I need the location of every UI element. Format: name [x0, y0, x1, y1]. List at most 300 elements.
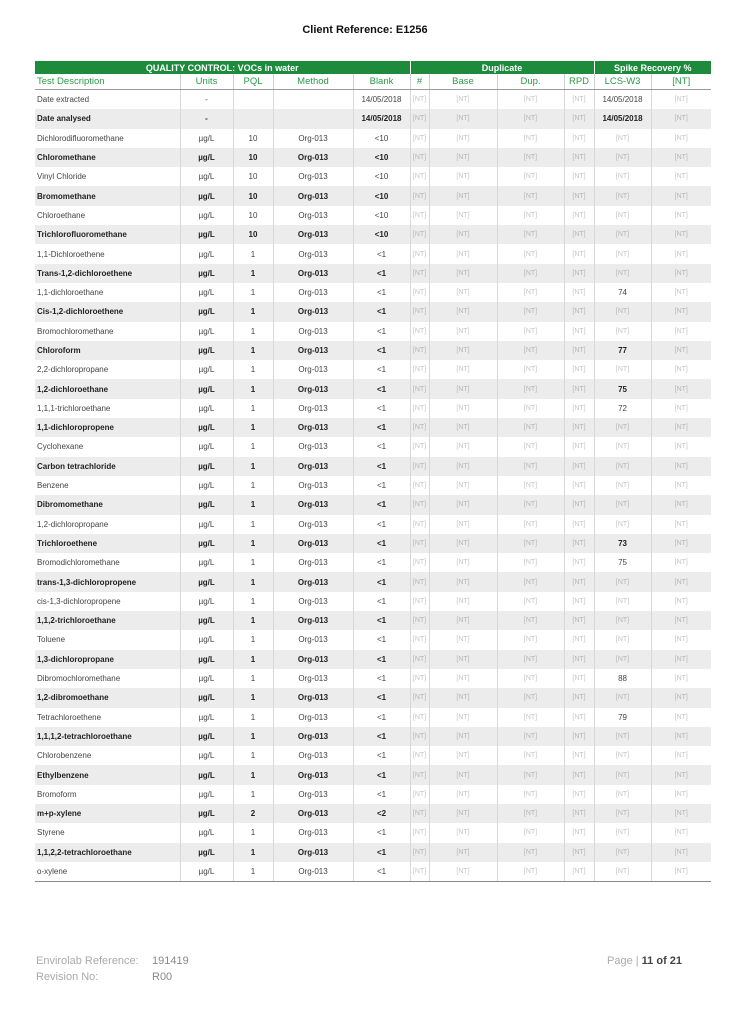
- cell-dup: [NT]: [497, 843, 564, 862]
- cell-units: µg/L: [180, 823, 233, 842]
- table-row: [35, 534, 711, 553]
- cell-method: Org-013: [273, 457, 353, 476]
- cell-lcs-w3: 74: [594, 283, 651, 302]
- cell-test-description: Trans-1,2-dichloroethene: [35, 264, 180, 283]
- cell-number: [NT]: [410, 90, 429, 110]
- cell-blank: <1: [353, 302, 410, 321]
- cell-blank: <2: [353, 804, 410, 823]
- cell-test-description: Chlorobenzene: [35, 746, 180, 765]
- cell-lcs-w3: 77: [594, 341, 651, 360]
- cell-base: [NT]: [429, 611, 497, 630]
- cell-test-description: Chloroform: [35, 341, 180, 360]
- cell-units: µg/L: [180, 804, 233, 823]
- cell-lcs-w3: [NT]: [594, 765, 651, 784]
- col-nt: [NT]: [651, 74, 711, 90]
- cell-units: µg/L: [180, 129, 233, 148]
- cell-rpd: [NT]: [564, 167, 594, 186]
- client-reference-title: Client Reference: E1256: [302, 24, 428, 36]
- cell-method: Org-013: [273, 129, 353, 148]
- cell-nt: [NT]: [651, 322, 711, 341]
- cell-lcs-w3: 14/05/2018: [594, 90, 651, 110]
- cell-pql: 2: [233, 804, 273, 823]
- qc-vocs-table: [35, 61, 711, 882]
- cell-method: Org-013: [273, 534, 353, 553]
- cell-dup: [NT]: [497, 592, 564, 611]
- cell-blank: <1: [353, 746, 410, 765]
- cell-units: µg/L: [180, 244, 233, 263]
- cell-lcs-w3: [NT]: [594, 592, 651, 611]
- cell-units: µg/L: [180, 302, 233, 321]
- cell-blank: <10: [353, 206, 410, 225]
- cell-rpd: [NT]: [564, 746, 594, 765]
- cell-lcs-w3: [NT]: [594, 572, 651, 591]
- cell-lcs-w3: [NT]: [594, 322, 651, 341]
- cell-number: [NT]: [410, 708, 429, 727]
- cell-number: [NT]: [410, 669, 429, 688]
- cell-units: -: [180, 90, 233, 110]
- cell-lcs-w3: [NT]: [594, 843, 651, 862]
- cell-nt: [NT]: [651, 534, 711, 553]
- cell-number: [NT]: [410, 592, 429, 611]
- table-row: [35, 630, 711, 649]
- cell-dup: [NT]: [497, 515, 564, 534]
- table-row: [35, 708, 711, 727]
- table-row: [35, 862, 711, 882]
- cell-test-description: Cis-1,2-dichloroethene: [35, 302, 180, 321]
- cell-pql: 1: [233, 515, 273, 534]
- cell-pql: 1: [233, 727, 273, 746]
- cell-pql: 1: [233, 379, 273, 398]
- cell-method: Org-013: [273, 843, 353, 862]
- cell-rpd: [NT]: [564, 90, 594, 110]
- cell-number: [NT]: [410, 457, 429, 476]
- table-row: [35, 843, 711, 862]
- cell-dup: [NT]: [497, 495, 564, 514]
- cell-lcs-w3: [NT]: [594, 688, 651, 707]
- cell-pql: 1: [233, 360, 273, 379]
- footer-references: [36, 953, 189, 985]
- table-row: [35, 515, 711, 534]
- cell-nt: [NT]: [651, 765, 711, 784]
- col-base: Base: [429, 74, 497, 90]
- cell-pql: 10: [233, 186, 273, 205]
- cell-lcs-w3: 73: [594, 534, 651, 553]
- table-row: [35, 688, 711, 707]
- cell-pql: 10: [233, 225, 273, 244]
- cell-rpd: [NT]: [564, 534, 594, 553]
- cell-base: [NT]: [429, 418, 497, 437]
- cell-lcs-w3: 75: [594, 379, 651, 398]
- cell-units: µg/L: [180, 495, 233, 514]
- cell-rpd: [NT]: [564, 109, 594, 128]
- cell-nt: [NT]: [651, 283, 711, 302]
- cell-nt: [NT]: [651, 843, 711, 862]
- table-row: [35, 109, 711, 128]
- cell-units: µg/L: [180, 572, 233, 591]
- cell-blank: 14/05/2018: [353, 109, 410, 128]
- cell-base: [NT]: [429, 206, 497, 225]
- cell-dup: [NT]: [497, 302, 564, 321]
- cell-nt: [NT]: [651, 630, 711, 649]
- cell-lcs-w3: [NT]: [594, 244, 651, 263]
- cell-lcs-w3: 75: [594, 553, 651, 572]
- cell-base: [NT]: [429, 437, 497, 456]
- table-row: [35, 399, 711, 418]
- cell-nt: [NT]: [651, 437, 711, 456]
- cell-dup: [NT]: [497, 322, 564, 341]
- cell-test-description: 1,1-Dichloroethene: [35, 244, 180, 263]
- cell-base: [NT]: [429, 592, 497, 611]
- cell-test-description: Dibromomethane: [35, 495, 180, 514]
- cell-units: µg/L: [180, 765, 233, 784]
- cell-dup: [NT]: [497, 476, 564, 495]
- cell-blank: <1: [353, 843, 410, 862]
- cell-rpd: [NT]: [564, 688, 594, 707]
- cell-units: µg/L: [180, 457, 233, 476]
- cell-dup: [NT]: [497, 186, 564, 205]
- cell-test-description: 1,2-dibromoethane: [35, 688, 180, 707]
- group-header-qc: QUALITY CONTROL: VOCs in water: [35, 61, 410, 74]
- cell-pql: 1: [233, 264, 273, 283]
- cell-pql: 1: [233, 399, 273, 418]
- cell-test-description: Bromomethane: [35, 186, 180, 205]
- cell-units: µg/L: [180, 727, 233, 746]
- cell-dup: [NT]: [497, 746, 564, 765]
- cell-nt: [NT]: [651, 669, 711, 688]
- cell-units: µg/L: [180, 611, 233, 630]
- cell-units: µg/L: [180, 746, 233, 765]
- cell-rpd: [NT]: [564, 727, 594, 746]
- cell-lcs-w3: [NT]: [594, 804, 651, 823]
- cell-nt: [NT]: [651, 302, 711, 321]
- cell-pql: 1: [233, 476, 273, 495]
- cell-blank: <1: [353, 418, 410, 437]
- cell-test-description: Toluene: [35, 630, 180, 649]
- cell-blank: <1: [353, 765, 410, 784]
- cell-method: Org-013: [273, 630, 353, 649]
- cell-nt: [NT]: [651, 572, 711, 591]
- table-row: [35, 148, 711, 167]
- cell-units: µg/L: [180, 206, 233, 225]
- cell-number: [NT]: [410, 572, 429, 591]
- cell-nt: [NT]: [651, 592, 711, 611]
- cell-blank: <1: [353, 437, 410, 456]
- cell-rpd: [NT]: [564, 437, 594, 456]
- cell-blank: <1: [353, 572, 410, 591]
- cell-method: Org-013: [273, 476, 353, 495]
- cell-method: Org-013: [273, 785, 353, 804]
- cell-lcs-w3: [NT]: [594, 630, 651, 649]
- cell-base: [NT]: [429, 90, 497, 110]
- cell-nt: [NT]: [651, 90, 711, 110]
- cell-dup: [NT]: [497, 457, 564, 476]
- cell-blank: <10: [353, 167, 410, 186]
- cell-units: µg/L: [180, 418, 233, 437]
- cell-nt: [NT]: [651, 804, 711, 823]
- cell-lcs-w3: 79: [594, 708, 651, 727]
- cell-test-description: Dibromochloromethane: [35, 669, 180, 688]
- cell-method: Org-013: [273, 823, 353, 842]
- col-blank: Blank: [353, 74, 410, 90]
- cell-number: [NT]: [410, 129, 429, 148]
- cell-lcs-w3: [NT]: [594, 360, 651, 379]
- cell-blank: <1: [353, 264, 410, 283]
- cell-pql: 1: [233, 862, 273, 882]
- cell-blank: <1: [353, 476, 410, 495]
- cell-dup: [NT]: [497, 244, 564, 263]
- cell-dup: [NT]: [497, 650, 564, 669]
- cell-units: µg/L: [180, 341, 233, 360]
- cell-method: Org-013: [273, 148, 353, 167]
- cell-dup: [NT]: [497, 399, 564, 418]
- cell-pql: 1: [233, 341, 273, 360]
- cell-test-description: Trichloroethene: [35, 534, 180, 553]
- cell-base: [NT]: [429, 322, 497, 341]
- cell-dup: [NT]: [497, 148, 564, 167]
- cell-number: [NT]: [410, 322, 429, 341]
- cell-test-description: Date analysed: [35, 109, 180, 128]
- table-row: [35, 572, 711, 591]
- cell-number: [NT]: [410, 360, 429, 379]
- cell-number: [NT]: [410, 862, 429, 882]
- cell-pql: 10: [233, 167, 273, 186]
- cell-pql: 1: [233, 534, 273, 553]
- cell-test-description: Chloromethane: [35, 148, 180, 167]
- cell-number: [NT]: [410, 727, 429, 746]
- cell-number: [NT]: [410, 843, 429, 862]
- cell-rpd: [NT]: [564, 244, 594, 263]
- cell-lcs-w3: [NT]: [594, 302, 651, 321]
- cell-number: [NT]: [410, 186, 429, 205]
- cell-units: µg/L: [180, 379, 233, 398]
- cell-method: Org-013: [273, 708, 353, 727]
- cell-nt: [NT]: [651, 457, 711, 476]
- cell-nt: [NT]: [651, 553, 711, 572]
- cell-number: [NT]: [410, 804, 429, 823]
- cell-pql: 1: [233, 302, 273, 321]
- col-rpd: RPD: [564, 74, 594, 90]
- cell-number: [NT]: [410, 206, 429, 225]
- cell-base: [NT]: [429, 457, 497, 476]
- cell-number: [NT]: [410, 534, 429, 553]
- cell-number: [NT]: [410, 630, 429, 649]
- cell-base: [NT]: [429, 264, 497, 283]
- cell-blank: <1: [353, 534, 410, 553]
- cell-base: [NT]: [429, 746, 497, 765]
- cell-nt: [NT]: [651, 823, 711, 842]
- cell-blank: <1: [353, 322, 410, 341]
- cell-base: [NT]: [429, 225, 497, 244]
- cell-lcs-w3: [NT]: [594, 457, 651, 476]
- cell-base: [NT]: [429, 476, 497, 495]
- table-row: [35, 418, 711, 437]
- table-row: [35, 553, 711, 572]
- cell-dup: [NT]: [497, 418, 564, 437]
- cell-dup: [NT]: [497, 206, 564, 225]
- cell-units: µg/L: [180, 708, 233, 727]
- cell-pql: [233, 90, 273, 110]
- cell-method: Org-013: [273, 360, 353, 379]
- cell-base: [NT]: [429, 109, 497, 128]
- cell-rpd: [NT]: [564, 379, 594, 398]
- cell-number: [NT]: [410, 688, 429, 707]
- cell-pql: 1: [233, 244, 273, 263]
- cell-blank: <1: [353, 727, 410, 746]
- cell-base: [NT]: [429, 804, 497, 823]
- cell-rpd: [NT]: [564, 129, 594, 148]
- cell-dup: [NT]: [497, 109, 564, 128]
- col-test-description: Test Description: [35, 74, 180, 90]
- table-row: [35, 264, 711, 283]
- cell-nt: [NT]: [651, 688, 711, 707]
- cell-dup: [NT]: [497, 804, 564, 823]
- cell-blank: <1: [353, 495, 410, 514]
- cell-method: Org-013: [273, 341, 353, 360]
- cell-blank: <10: [353, 186, 410, 205]
- table-row: [35, 302, 711, 321]
- cell-method: Org-013: [273, 611, 353, 630]
- cell-rpd: [NT]: [564, 515, 594, 534]
- cell-pql: 1: [233, 592, 273, 611]
- cell-base: [NT]: [429, 708, 497, 727]
- cell-method: Org-013: [273, 418, 353, 437]
- cell-pql: 1: [233, 572, 273, 591]
- envirolab-reference-value: 191419: [152, 955, 189, 967]
- cell-dup: [NT]: [497, 379, 564, 398]
- cell-base: [NT]: [429, 167, 497, 186]
- cell-pql: 1: [233, 437, 273, 456]
- cell-nt: [NT]: [651, 708, 711, 727]
- cell-number: [NT]: [410, 225, 429, 244]
- cell-method: Org-013: [273, 264, 353, 283]
- cell-blank: <1: [353, 785, 410, 804]
- cell-number: [NT]: [410, 109, 429, 128]
- cell-units: µg/L: [180, 630, 233, 649]
- cell-base: [NT]: [429, 379, 497, 398]
- cell-rpd: [NT]: [564, 457, 594, 476]
- cell-nt: [NT]: [651, 379, 711, 398]
- cell-number: [NT]: [410, 785, 429, 804]
- cell-blank: <1: [353, 650, 410, 669]
- cell-dup: [NT]: [497, 90, 564, 110]
- cell-units: µg/L: [180, 650, 233, 669]
- cell-test-description: Styrene: [35, 823, 180, 842]
- table-row: [35, 437, 711, 456]
- cell-units: µg/L: [180, 592, 233, 611]
- cell-number: [NT]: [410, 476, 429, 495]
- cell-rpd: [NT]: [564, 553, 594, 572]
- table-row: [35, 379, 711, 398]
- table-row: [35, 804, 711, 823]
- cell-rpd: [NT]: [564, 785, 594, 804]
- cell-base: [NT]: [429, 534, 497, 553]
- cell-units: µg/L: [180, 167, 233, 186]
- cell-rpd: [NT]: [564, 206, 594, 225]
- cell-nt: [NT]: [651, 862, 711, 882]
- cell-nt: [NT]: [651, 476, 711, 495]
- table-row: [35, 669, 711, 688]
- cell-method: Org-013: [273, 283, 353, 302]
- cell-units: µg/L: [180, 843, 233, 862]
- cell-test-description: 1,2-dichloropropane: [35, 515, 180, 534]
- cell-rpd: [NT]: [564, 862, 594, 882]
- cell-method: Org-013: [273, 804, 353, 823]
- qc-table-body: [35, 90, 711, 882]
- table-row: [35, 283, 711, 302]
- cell-lcs-w3: 72: [594, 399, 651, 418]
- cell-lcs-w3: [NT]: [594, 650, 651, 669]
- cell-dup: [NT]: [497, 437, 564, 456]
- cell-lcs-w3: [NT]: [594, 823, 651, 842]
- cell-dup: [NT]: [497, 264, 564, 283]
- col-method: Method: [273, 74, 353, 90]
- cell-number: [NT]: [410, 167, 429, 186]
- cell-test-description: Bromochloromethane: [35, 322, 180, 341]
- cell-units: µg/L: [180, 785, 233, 804]
- cell-test-description: 1,1-dichloroethane: [35, 283, 180, 302]
- cell-pql: 10: [233, 129, 273, 148]
- cell-blank: <1: [353, 669, 410, 688]
- cell-test-description: m+p-xylene: [35, 804, 180, 823]
- cell-dup: [NT]: [497, 129, 564, 148]
- cell-nt: [NT]: [651, 341, 711, 360]
- cell-dup: [NT]: [497, 630, 564, 649]
- col-number: #: [410, 74, 429, 90]
- cell-blank: <1: [353, 708, 410, 727]
- col-lcs-w3: LCS-W3: [594, 74, 651, 90]
- table-row: [35, 457, 711, 476]
- cell-number: [NT]: [410, 746, 429, 765]
- cell-lcs-w3: [NT]: [594, 495, 651, 514]
- cell-nt: [NT]: [651, 225, 711, 244]
- col-units: Units: [180, 74, 233, 90]
- cell-blank: <1: [353, 688, 410, 707]
- cell-dup: [NT]: [497, 669, 564, 688]
- page-number: [607, 955, 682, 967]
- table-row: [35, 341, 711, 360]
- cell-base: [NT]: [429, 785, 497, 804]
- cell-units: µg/L: [180, 688, 233, 707]
- cell-dup: [NT]: [497, 341, 564, 360]
- cell-blank: <10: [353, 129, 410, 148]
- cell-lcs-w3: [NT]: [594, 785, 651, 804]
- cell-method: Org-013: [273, 186, 353, 205]
- cell-units: µg/L: [180, 360, 233, 379]
- cell-blank: <1: [353, 862, 410, 882]
- cell-pql: [233, 109, 273, 128]
- table-row: [35, 167, 711, 186]
- cell-number: [NT]: [410, 244, 429, 263]
- cell-blank: <1: [353, 341, 410, 360]
- cell-nt: [NT]: [651, 399, 711, 418]
- table-row: [35, 476, 711, 495]
- cell-method: [273, 109, 353, 128]
- cell-base: [NT]: [429, 862, 497, 882]
- cell-test-description: Benzene: [35, 476, 180, 495]
- cell-lcs-w3: 14/05/2018: [594, 109, 651, 128]
- cell-pql: 1: [233, 630, 273, 649]
- cell-number: [NT]: [410, 341, 429, 360]
- cell-base: [NT]: [429, 148, 497, 167]
- cell-dup: [NT]: [497, 360, 564, 379]
- cell-test-description: Ethylbenzene: [35, 765, 180, 784]
- cell-base: [NT]: [429, 669, 497, 688]
- cell-test-description: 1,1,1,2-tetrachloroethane: [35, 727, 180, 746]
- cell-lcs-w3: [NT]: [594, 186, 651, 205]
- cell-number: [NT]: [410, 264, 429, 283]
- cell-lcs-w3: [NT]: [594, 129, 651, 148]
- cell-rpd: [NT]: [564, 592, 594, 611]
